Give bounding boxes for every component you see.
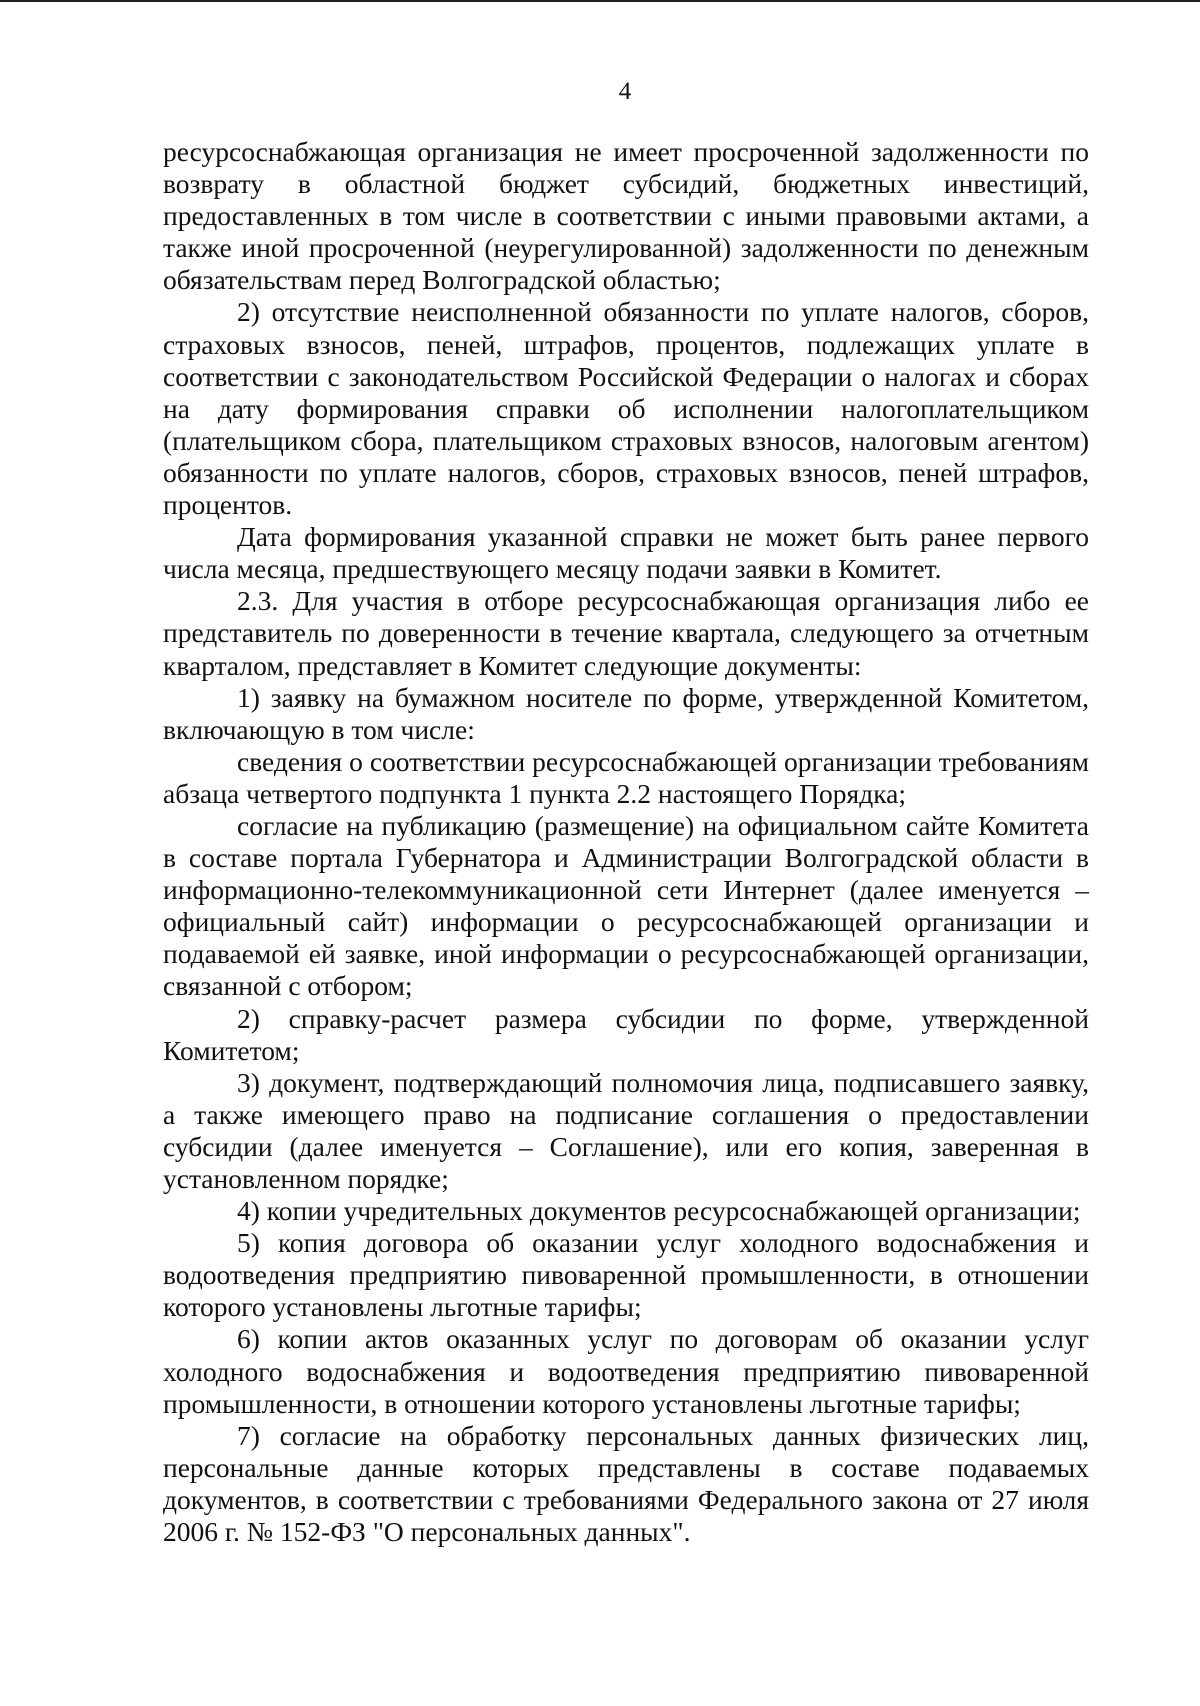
document-body: [163, 136, 1089, 1548]
paragraph-doc-1: 1) заявку на бумажном носителе по форме, утвержденной Комитетом, включающую в том числе:: [163, 681, 1089, 745]
paragraph-doc-6: 6) копии актов оказанных услуг по договорам об оказании услуг холодного водоснабжения и водоотведения предприятию пивоваренной промышленности, в отношении которого установлены льготные тарифы;: [163, 1323, 1089, 1419]
paragraph-certificate-date: Дата формирования указанной справки не может быть ранее первого числа месяца, предшествующего месяцу подачи заявки в Комитет.: [163, 521, 1089, 585]
scan-top-border: [0, 0, 1200, 2]
paragraph-doc-3: 3) документ, подтверждающий полномочия лица, подписавшего заявку, а также имеющего право на подписание соглашения о предоставлении субсидии (далее именуется – Соглашение), или его копия, заверенная в установленном порядке;: [163, 1066, 1089, 1194]
paragraph-doc-1-compliance: сведения о соответствии ресурсоснабжающей организации требованиям абзаца четвертого подпункта 1 пункта 2.2 настоящего Порядка;: [163, 745, 1089, 809]
paragraph-doc-7: 7) согласие на обработку персональных данных физических лиц, персональные данные которых представлены в составе подаваемых документов, в соответствии с требованиями Федерального закона от 27 июля 2006 г. № 152-ФЗ "О персональных данных".: [163, 1419, 1089, 1548]
paragraph-doc-5: 5) копия договора об оказании услуг холодного водоснабжения и водоотведения предприятию пивоваренной промышленности, в отношении которого установлены льготные тарифы;: [163, 1227, 1089, 1323]
paragraph-item-2: 2) отсутствие неисполненной обязанности по уплате налогов, сборов, страховых взносов, пеней, штрафов, процентов, подлежащих уплате в соответствии с законодательством Российской Федерации о налогах и сборах на дату формирования справки об исполнении налогоплательщиком (плательщиком сбора, плательщиком страховых взносов, налоговым агентом) обязанности по уплате налогов, сборов, страховых взносов, пеней штрафов, процентов.: [163, 296, 1089, 521]
paragraph-continuation: ресурсоснабжающая организация не имеет просроченной задолженности по возврату в областной бюджет субсидий, бюджетных инвестиций, предоставленных в том числе в соответствии с иными правовыми актами, а также иной просроченной (неурегулированной) задолженности по денежным обязательствам перед Волгоградской областью;: [163, 136, 1089, 296]
paragraph-doc-4: 4) копии учредительных документов ресурсоснабжающей организации;: [237, 1195, 1081, 1227]
paragraph-doc-2: 2) справку-расчет размера субсидии по форме, утвержденной Комитетом;: [163, 1002, 1089, 1066]
page-number: 4: [618, 78, 632, 105]
paragraph-doc-1-publication-consent: согласие на публикацию (размещение) на официальном сайте Комитета в составе портала Губернатора и Администрации Волгоградской области в информационно-телекоммуникационной сети Интернет (далее именуется – официальный сайт) информации о ресурсоснабжающей организации и подаваемой ей заявке, иной информации о ресурсоснабжающей организации, связанной с отбором;: [163, 809, 1089, 1002]
paragraph-section-2-3: 2.3. Для участия в отборе ресурсоснабжающая организация либо ее представитель по доверенности в течение квартала, следующего за отчетным кварталом, представляет в Комитет следующие документы:: [163, 585, 1089, 681]
